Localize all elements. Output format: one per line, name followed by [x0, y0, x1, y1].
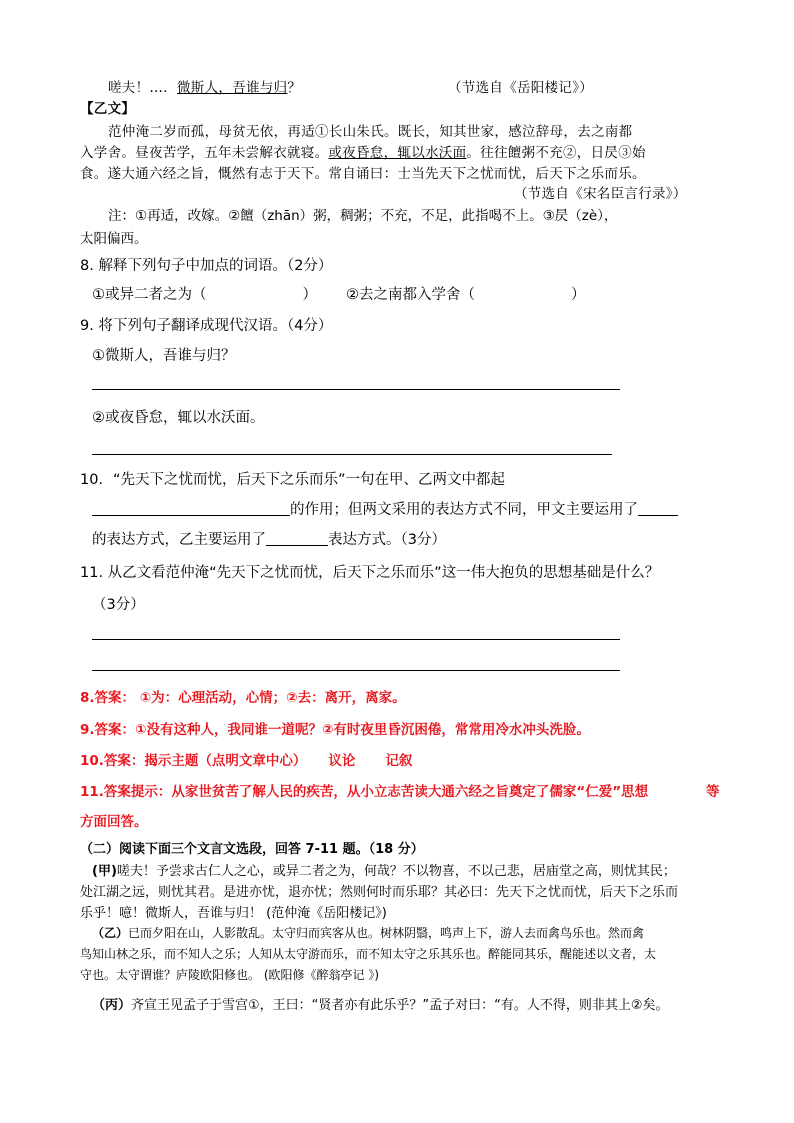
yiwen-underlined-sentence: 或夜昏怠，辄以水沃面: [328, 145, 467, 161]
q11-line-1: 11. 从乙文看范仲淹“先天下之忧而忧，后天下之乐而乐”这一伟大抱负的思想基础是什么？: [80, 565, 660, 581]
q10-line-3: [92, 528, 446, 549]
section2-jia-line-3: 乐乎！噫！微斯人，吾谁与归！ (范仲淹《岳阳楼记》): [80, 906, 387, 921]
jiawen-source: （节选自《岳阳楼记》）: [448, 80, 594, 96]
jiawen-underlined-sentence: 微斯人，吾谁与归: [177, 80, 288, 96]
answer-10-c: 记叙: [385, 753, 413, 769]
yiwen-source: （节选自《宋名臣言行录》）: [514, 186, 687, 202]
yiwen-line-1: 范仲淹二岁而孤，母贫无依，再适①长山朱氏。既长，知其世家，感泣辞母，去之南都: [108, 124, 633, 140]
section2-yi-line-1: [92, 924, 644, 941]
q9-answer-line-1[interactable]: [92, 389, 620, 390]
q9-answer-line-2[interactable]: [92, 454, 612, 455]
answer-10-b: 议论: [328, 753, 356, 769]
q10-blank-1[interactable]: [92, 501, 290, 516]
q11-answer-line-2[interactable]: [92, 670, 620, 671]
answer-11-tail: 等: [706, 784, 720, 800]
yiwen-line-2-tail: 。往往饘粥不充②，日昃③始: [466, 145, 646, 161]
q8-part-a-end: ）: [302, 287, 317, 303]
section2-jia-line-1-text: 嗟夫！予尝求古仁人之心，或异二者之为，何哉？不以物喜，不以己悲，居庙堂之高，则忧其民；: [116, 864, 676, 879]
q8-part-a-label: ①或异二者之为（: [92, 287, 207, 303]
q8-part-b: [346, 283, 586, 304]
q10-line-1: 10．“先天下之忧而忧，后天下之乐而乐”一句在甲、乙两文中都起: [80, 472, 505, 488]
q8-stem: 8. 解释下列句子中加点的词语。（2分）: [80, 258, 333, 274]
q10-blank-2[interactable]: [638, 501, 678, 516]
answer-11-line-1: 11.答案提示：从家世贫苦了解人民的疾苦，从小立志苦读大通六经之旨奠定了儒家“仁爱”思想: [80, 784, 649, 800]
yiwen-line-3: 食。遂大通六经之旨，慨然有志于天下。常自诵曰：士当先天下之忧而忧，后天下之乐而乐。: [80, 166, 646, 182]
section2-heading: （二）阅读下面三个文言文选段，回答 7-11 题。（18 分）: [80, 842, 424, 857]
q8-part-b-end: ）: [571, 287, 586, 303]
section2-yi-line-2: 鸟知山林之乐，而不知人之乐；人知从太守游而乐，而不知太守之乐其乐也。醉能同其乐，醒能述以文者，太: [80, 947, 657, 961]
q9-stem: 9. 将下列句子翻译成现代汉语。（4分）: [80, 318, 333, 334]
q10-blank-3[interactable]: [266, 531, 328, 546]
yiwen-line-2-text: 入学舍。昼夜苦学，五年未尝解衣就寝。: [80, 145, 329, 161]
section2-bing-label: （丙）: [92, 998, 132, 1013]
q10-line-2: [92, 498, 678, 519]
jiawen-text-c: ？: [287, 80, 302, 96]
jiawen-last-line: [108, 76, 301, 96]
q10-line-3-tail: 表达方式。（3分）: [328, 532, 446, 548]
section2-jia-line-1: [92, 860, 676, 879]
section2-yi-line-1-text: 已而夕阳在山，人影散乱。太守归而宾客从也。树林阴翳，鸣声上下，游人去而禽鸟乐也。然而禽: [128, 926, 645, 940]
section2-bing-line-1: [92, 994, 669, 1013]
section2-bing-line-1-text: 齐宣王见孟子于雪宫①，王曰：“贤者亦有此乐乎？”孟子对曰：“有。人不得，则非其上②矣。: [131, 998, 669, 1013]
section2-jia-label: (甲): [92, 864, 117, 879]
yiwen-note-1: 注：①再适，改嫁。②饘（zhān）粥，稠粥；不充，不足，此指喝不上。③昃（zè），: [108, 208, 618, 224]
q11-line-2: （3分）: [92, 597, 145, 613]
answer-8: 8.答案： ①为：心理活动，心情；②去：离开，离家。: [80, 690, 406, 706]
jiawen-text-a: 嗟夫！…．: [108, 80, 177, 96]
answer-10-label: 10.答案：揭示主题（点明文章中心）: [80, 753, 307, 769]
q8-part-a: [92, 283, 317, 304]
yiwen-line-2: [80, 141, 646, 161]
section2-yi-label: （乙）: [92, 926, 129, 940]
yiwen-note-2: 太阳偏西。: [80, 231, 148, 247]
answer-9: 9.答案：①没有这种人，我同谁一道呢？②有时夜里昏沉困倦，常常用冷水冲头洗脸。: [80, 722, 590, 738]
q10-line-2-text: 的作用；但两文采用的表达方式不同，甲文主要运用了: [290, 502, 638, 518]
q10-line-3-text: 的表达方式，乙主要运用了: [92, 532, 266, 548]
q9-sentence-2: ②或夜昏怠，辄以水沃面。: [92, 410, 265, 426]
section2-yi-line-3: 守也。太守谓谁？庐陵欧阳修也。 (欧阳修《醉翁亭记 》): [80, 968, 379, 982]
answer-10: [80, 749, 412, 769]
answer-11-line-2: 方面回答。: [80, 814, 148, 830]
q8-part-b-label: ②去之南都入学舍（: [346, 287, 475, 303]
yiwen-heading: 【乙文】: [80, 101, 136, 117]
section2-jia-line-2: 处江湖之远，则忧其君。是进亦忧，退亦忧；然则何时而乐耶？其必曰：先天下之忧而忧，后天下之乐而: [80, 885, 679, 900]
q9-sentence-1: ①微斯人，吾谁与归？: [92, 348, 236, 364]
q11-answer-line-1[interactable]: [92, 639, 620, 640]
